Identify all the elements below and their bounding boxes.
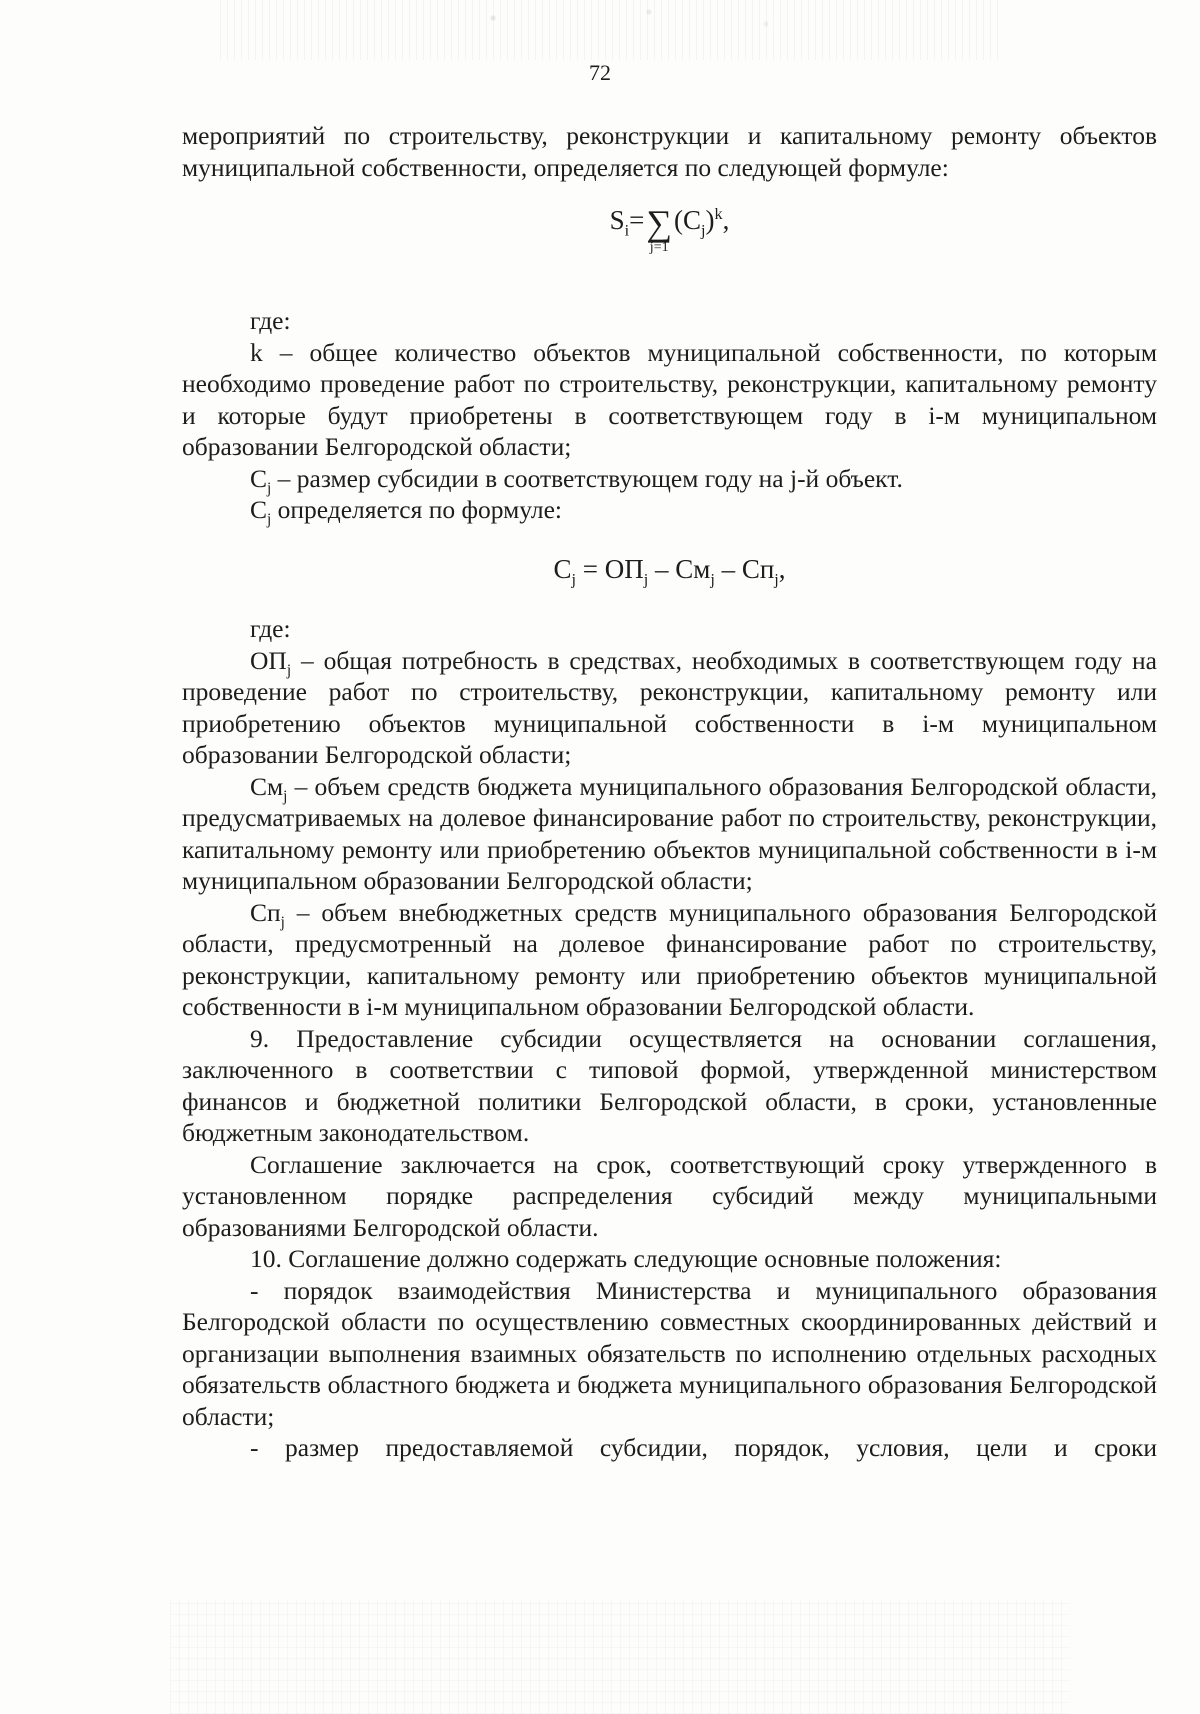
cj-intro-text: определяется по формуле: bbox=[271, 495, 563, 524]
cj-definition-text: – размер субсидии в соответствующем году на j-й объект. bbox=[271, 463, 903, 493]
page-number: 72 bbox=[589, 60, 611, 85]
cp-definition-text: – объем внебюджетных средств муниципального образования Белгородской области, предусмотренный на долевое финансирование работ по строительству, реконструкции, капитальному ремонту или приобретению объектов муниципальной собственности в i-м муниципальном образовании Белгородской области. bbox=[182, 897, 1157, 1021]
cj-intro-symbol-sub: j bbox=[267, 511, 272, 529]
formula-si-term-close: ) bbox=[705, 205, 715, 236]
formula-si-term-sub: j bbox=[701, 221, 706, 240]
cm-definition-text: – объем средств бюджета муниципального образования Белгородской области, предусматриваемых на долевое финансирование работ по строительству, реконструкции, капитальному ремонту или приобретению объектов муниципальной собственности в i-м муниципальном образовании Белгородской области; bbox=[182, 771, 1157, 895]
where-label-2: где: bbox=[250, 614, 291, 643]
formula-cj-cp: – Сп bbox=[714, 553, 775, 584]
paragraph-9: 9. Предоставление субсидии осуществляется на основании соглашения, заключенного в соответствии с типовой формой, утвержденной министерством финансов и бюджетной политики Белгородской области, в сроки, установленные бюджетным законодательством. bbox=[182, 1023, 1157, 1147]
paragraph-10-item-1: - порядок взаимодействия Министерства и муниципального образования Белгородской области по осуществлению совместных скоординированных действий и организации выполнения взаимных обязательств по исполнению отдельных расходных обязательств областного бюджета и бюджета муниципального образования Белгородской области; bbox=[182, 1275, 1157, 1431]
formula-cj-cm-sub: j bbox=[710, 569, 715, 588]
cj-formula-intro bbox=[182, 494, 1157, 529]
op-symbol-sub: j bbox=[286, 661, 292, 679]
definition-cp bbox=[182, 897, 1157, 1023]
document-body bbox=[182, 120, 1157, 1464]
definition-k: k – общее количество объектов муниципальной собственности, по которым необходимо проведение работ по строительству, реконструкции, капитальному ремонту и которые будут приобретены в соответствующем году в i-м муниципальном образовании Белгородской области; bbox=[182, 337, 1157, 461]
scan-noise-top bbox=[220, 0, 1000, 60]
cm-symbol-sub: j bbox=[283, 787, 288, 805]
formula-cj-a-sub: j bbox=[571, 569, 576, 588]
formula-si-lhs-sub: i bbox=[624, 221, 630, 240]
formula-si-term-sup: k bbox=[714, 205, 723, 224]
cm-symbol: См bbox=[250, 771, 284, 801]
formula-cj-cp-sub: j bbox=[774, 569, 779, 588]
formula-cj-tail: , bbox=[778, 553, 786, 584]
op-symbol: ОП bbox=[250, 645, 287, 675]
paragraph-10: 10. Соглашение должно содержать следующие основные положения: bbox=[250, 1244, 1002, 1273]
cj-symbol: C bbox=[250, 463, 268, 493]
formula-cj-op: = ОП bbox=[575, 553, 644, 584]
formula-si-term: (C bbox=[674, 205, 702, 236]
cj-intro-symbol: C bbox=[250, 495, 268, 524]
formula-si-tail: , bbox=[722, 205, 730, 236]
definition-cj bbox=[182, 463, 1157, 495]
formula-si-lhs: S bbox=[609, 205, 625, 236]
formula-cj-op-sub: j bbox=[643, 569, 649, 588]
sum-glyph: ∑ bbox=[646, 203, 673, 243]
formula-cj-cm: – См bbox=[648, 553, 711, 584]
cp-symbol: Сп bbox=[250, 897, 281, 927]
formula-si bbox=[182, 183, 1157, 283]
scan-noise-bottom bbox=[170, 1600, 1070, 1714]
definition-cm bbox=[182, 771, 1157, 897]
definition-op bbox=[182, 645, 1157, 771]
cj-symbol-sub: j bbox=[267, 479, 272, 497]
paragraph-9-agreement: Соглашение заключается на срок, соответствующий сроку утвержденного в установленном порядке распределения субсидий между муниципальными образованиями Белгородской области. bbox=[182, 1149, 1157, 1242]
sum-lower-limit: j=1 bbox=[649, 240, 669, 255]
formula-cj-a: C bbox=[553, 553, 572, 584]
sum-symbol bbox=[646, 203, 673, 255]
where-label-1: где: bbox=[250, 306, 291, 335]
paragraph-10-item-2: - размер предоставляемой субсидии, порядок, условия, цели и сроки bbox=[250, 1433, 1157, 1462]
cp-symbol-sub: j bbox=[280, 913, 285, 931]
op-definition-text: – общая потребность в средствах, необходимых в соответствующем году на проведение работ по строительству, реконструкции, капитальному ремонту или приобретению объектов муниципальной собственности в i-м муниципальном образовании Белгородской области; bbox=[182, 645, 1157, 769]
formula-cj bbox=[182, 526, 1157, 614]
formula-si-eq: = bbox=[629, 205, 645, 236]
paragraph-intro: мероприятий по строительству, реконструкции и капитальному ремонту объектов муниципальной собственности, определяется по следующей формуле: bbox=[182, 121, 1157, 182]
